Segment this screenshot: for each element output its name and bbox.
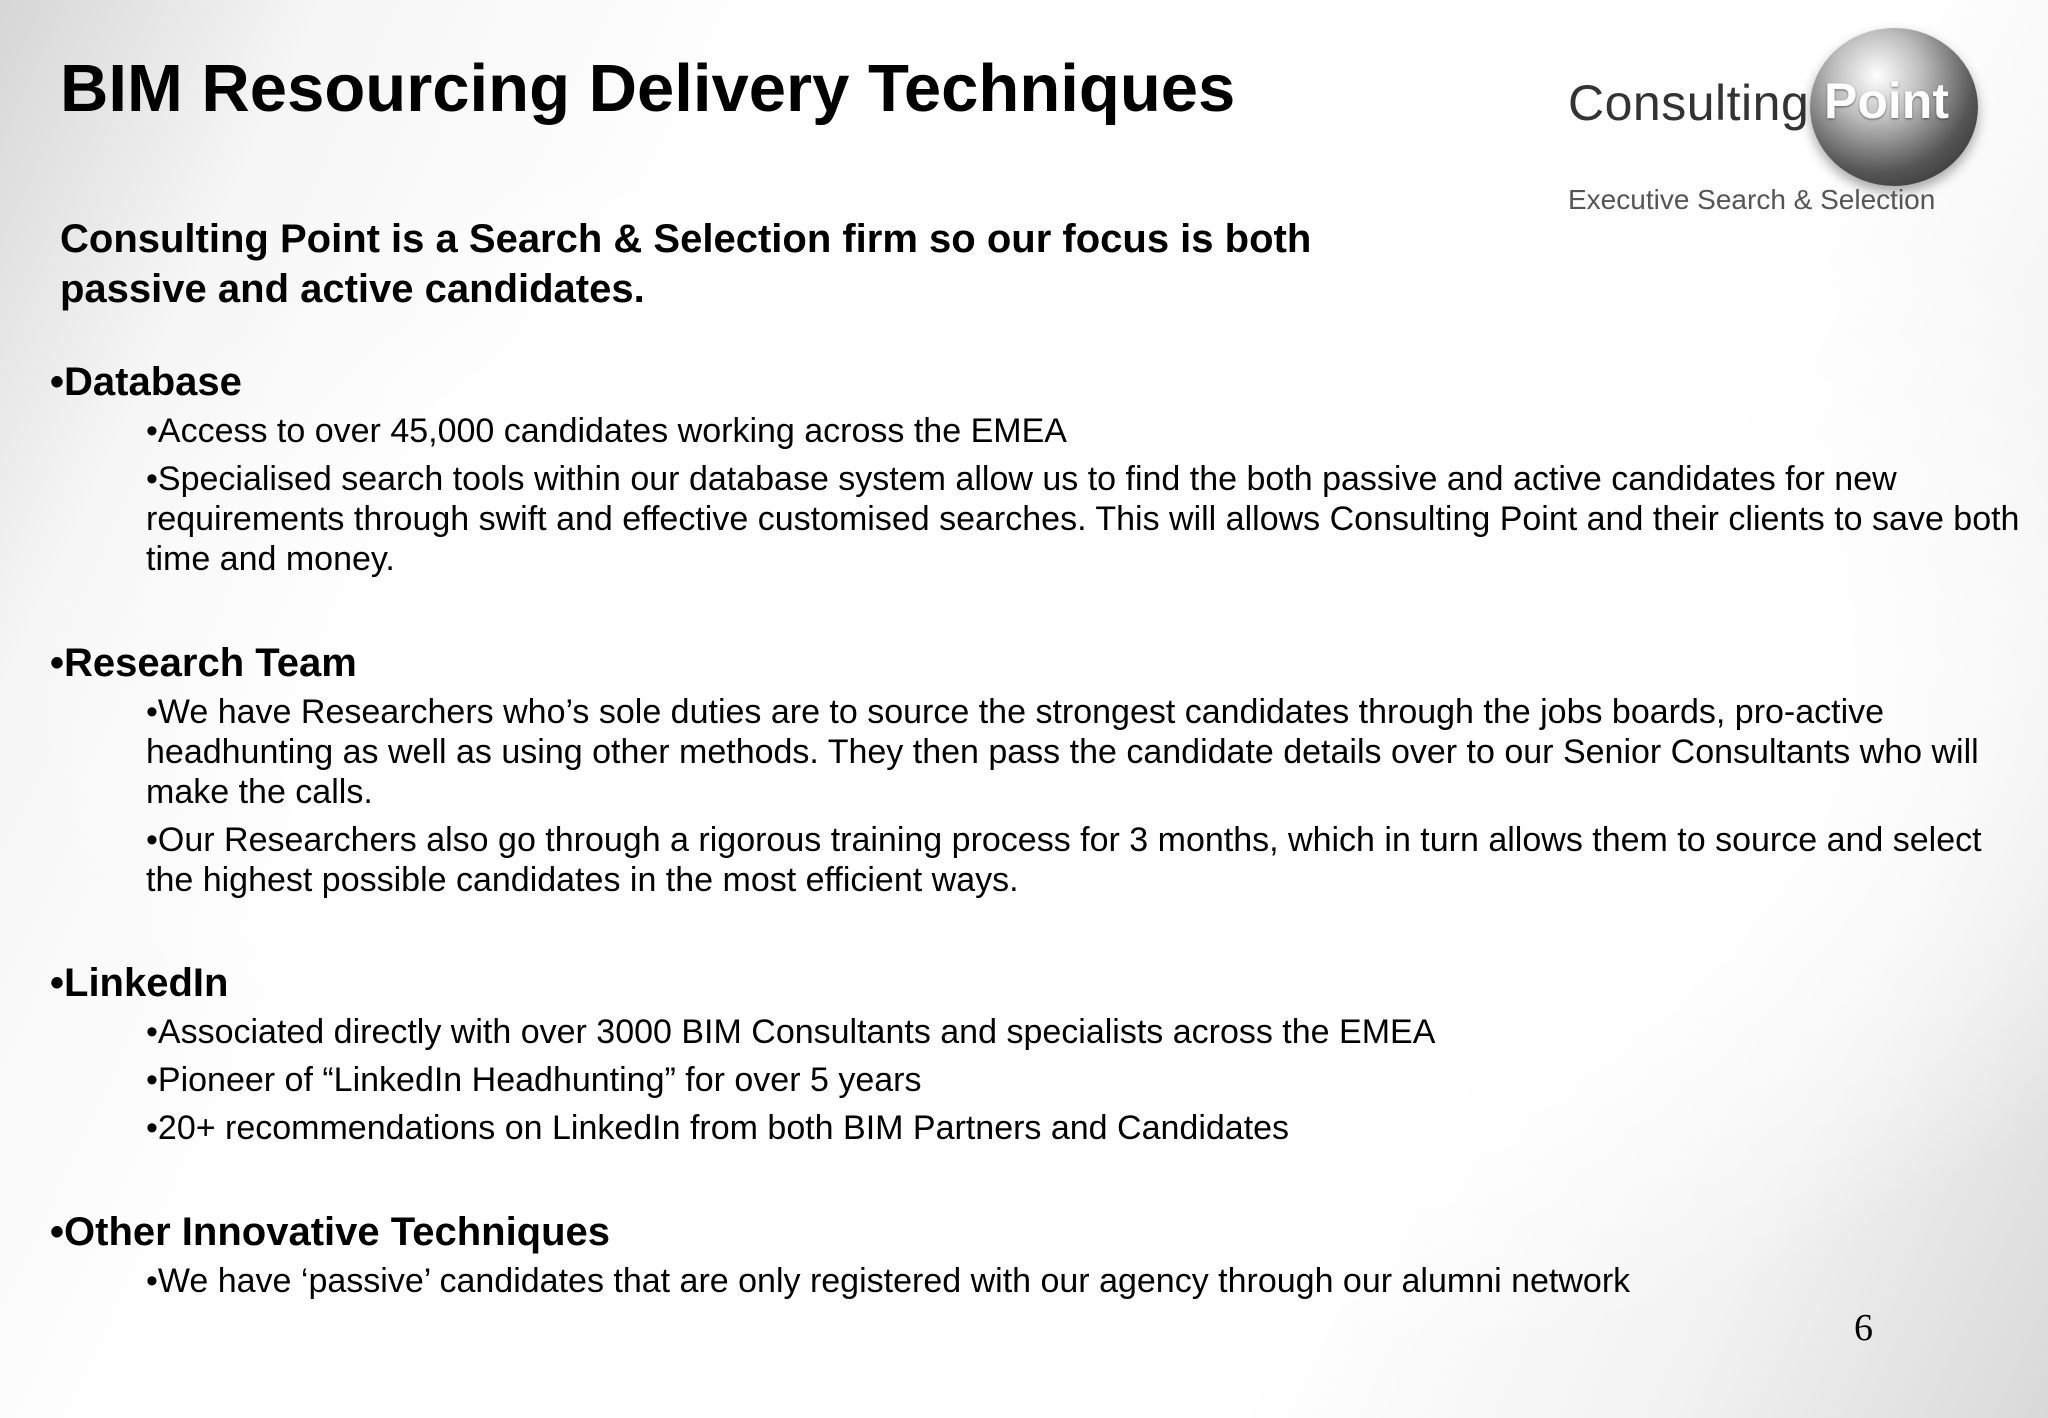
bullet-item: •Access to over 45,000 candidates working across the EMEA [146,412,1067,450]
page-number: 6 [1854,1307,1873,1349]
section-heading: •Research Team [50,641,357,685]
section-heading: •Other Innovative Techniques [50,1210,611,1254]
bullet-item: •We have ‘passive’ candidates that are only registered with our agency through our alumni network [146,1262,1631,1300]
bullet-item: •Pioneer of “LinkedIn Headhunting” for over 5 years [146,1061,922,1099]
slide-title: BIM Resourcing Delivery Techniques [60,51,1236,126]
bullet-item: •Associated directly with over 3000 BIM Consultants and specialists across the EMEA [146,1013,1436,1051]
bullet-item: •Specialised search tools within our database system allow us to find the both passive and active candidates for new requirements through swift and effective customised searches. This will allows Consulting Point and their clients to save both time and money. [146,460,2020,578]
section-other-techniques [50,1207,1970,1301]
section-linkedin [50,958,1970,1148]
section-research-team [50,638,1982,900]
section-heading: •LinkedIn [50,961,229,1005]
bullet-item: •Our Researchers also go through a rigorous training process for 3 months, which in turn allows them to source and select the highest possible candidates in the most efficient ways. [146,821,1982,899]
logo-badge: Point [1824,73,1949,129]
intro-text: Consulting Point is a Search & Selection firm so our focus is both passive and active candidates. [60,217,1312,311]
section-database [50,357,2020,579]
consulting-point-logo [1560,28,2000,228]
bullet-item: •20+ recommendations on LinkedIn from both BIM Partners and Candidates [146,1109,1290,1147]
bullet-item: •We have Researchers who’s sole duties are to source the strongest candidates through the jobs boards, pro-active headhunting as well as using other methods. They then pass the candidate details over to our Senior Consultants who will make the calls. [146,693,1979,811]
logo-tagline: Executive Search & Selection [1568,184,1936,215]
section-heading: •Database [50,360,242,404]
logo-word: Consulting [1568,75,1810,131]
